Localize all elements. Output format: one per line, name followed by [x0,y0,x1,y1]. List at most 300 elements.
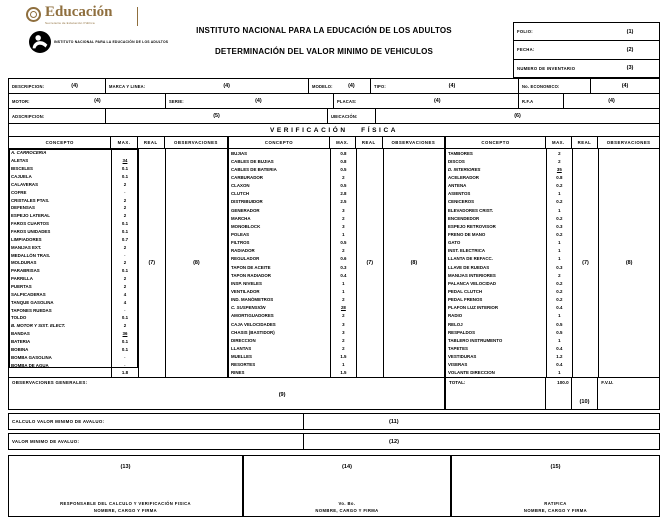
max-cell: 0.1 [111,338,137,346]
max-cell: 0.5 [546,328,572,336]
inea-name: INSTITUTO NACIONAL PARA LA EDUCACIÓN DE LOS ADULTOS [54,39,169,44]
max-cell: 2 [330,173,356,181]
table-row [9,314,138,322]
table-row [229,214,356,222]
concept-cell: MEDALLÓN TRAS. [11,252,51,258]
concept-cell: RELOJ [448,321,463,327]
table-row [9,283,138,291]
concept-group-2 [229,137,446,377]
max-cell: 0.1 [111,228,137,236]
max-cell: 2 [330,247,356,255]
concept-cell: ESPEJO LATERAL [11,213,50,219]
max-cell: 0.1 [111,220,137,228]
max-cell: 0.1 [111,165,137,173]
group2-observaciones-field: (8) [383,149,444,377]
table-row [229,255,356,263]
concept-cell: BISCELES [11,166,33,172]
max-cell: 0.6 [330,255,356,263]
ubicacion-label: UBICACIÓN: [331,113,358,119]
modelo-field: (4) [348,83,355,89]
table-row [446,312,572,320]
rfa-label: R.F.A [522,98,534,104]
table-row [229,165,356,173]
concept-cell: LIMPIADORES [11,236,42,242]
concept-cell: CRISTALES PTAS. [11,197,50,203]
concept-cell: DISCOS [448,158,465,164]
sep-wordmark: Educación [45,4,113,20]
table-row [446,336,572,344]
placas-field: (4) [434,98,441,104]
sep-logo [26,5,113,25]
calculo-field: (11) [389,418,399,425]
group1-observaciones-field: (8) [165,149,227,377]
table-row [446,287,572,295]
concept-cell: RADIADOR [231,248,255,254]
table-row [446,320,572,328]
table-row [229,320,356,328]
table-row [446,239,572,247]
observaciones-header: OBSERVACIONES [174,140,218,145]
folio-label: FOLIO: [517,28,533,34]
table-row [446,173,572,181]
max-cell: 0.2 [546,287,572,295]
group3-header [446,137,659,149]
max-cell: 0.2 [546,296,572,304]
folio-row [514,23,659,41]
tipo-field: (4) [448,83,456,89]
table-row [446,296,572,304]
max-cell: 1 [546,369,572,377]
serie-label: SERIE: [169,98,184,104]
table-row [9,243,138,251]
concept-cell: TAPETES [448,345,468,351]
max-cell: 2 [111,180,137,188]
table-row [446,165,572,173]
max-cell: 0.1 [111,314,137,322]
concept-cell: INST. ELECTRICA [448,248,486,254]
concept-cell: C. SUSPENSIÓN [231,305,266,311]
concept-cell: TOLDO [11,315,27,321]
table-row [229,198,356,206]
max-cell: · [111,251,137,259]
concept-cell: GATO [448,240,461,246]
table-row [229,279,356,287]
table-row [229,190,356,198]
max-cell: 0.1 [111,267,137,275]
concept-cell: LLAVE DE RUEDAS [448,264,490,270]
concept-cell: BOBINA [11,346,29,352]
concept-cell: PEDAL CLUTCH [448,288,483,294]
max-cell: 3 [330,222,356,230]
signature-caption: NOMBRE, CARGO Y FIRMA [315,508,379,513]
concept-cell: RADIO [448,313,463,319]
concept-cell: VESTIDURAS [448,354,477,360]
max-header: MAX. [111,137,137,148]
max-cell: 1 [546,190,572,198]
table-row [446,344,572,352]
concept-cell: PARABRISAS [11,268,40,274]
max-cell [111,149,137,157]
max-cell: 0.2 [546,230,572,238]
max-cell: 0.1 [111,173,137,181]
concept-cell: CALAVERAS [11,181,38,187]
concept-cell: RINES [231,370,245,376]
group2-header [229,137,444,149]
max-cell: 0.2 [546,198,572,206]
max-cell: 0.2 [546,182,572,190]
concept-cell: TABLERO INSTRUMENTO [448,337,503,343]
concept-cell: CENICEROS [448,199,475,205]
table-row [9,275,138,283]
max-cell: 1.5 [330,369,356,377]
table-row [9,188,138,196]
table-row [446,206,572,214]
table-row [9,149,138,157]
fecha-row [514,41,659,59]
table-row [446,230,572,238]
vehicle-row-2 [9,94,659,109]
group3-observaciones-field: (8) [598,149,659,377]
marca-field: (4) [223,83,230,89]
max-cell: 35 [546,165,572,173]
ubicacion-field: (6) [514,113,521,119]
concepto-header: CONCEPTO [229,137,330,148]
concepto-header: CONCEPTO [446,137,546,148]
adscripcion-field: (5) [213,113,220,119]
sep-subtitle: Secretaría de Educación Pública [45,21,95,25]
max-cell: 4 [111,290,137,298]
max-cell: 1 [546,336,572,344]
table-row [229,296,356,304]
verification-table [9,137,659,377]
signature-caption: NOMBRE, CARGO Y FIRMA [93,508,158,513]
max-cell: 0.3 [546,263,572,271]
table-row [229,206,356,214]
max-cell: 0.2 [546,214,572,222]
max-cell: 0.5 [330,182,356,190]
concept-cell: MANIJAS EXT. [11,244,42,250]
descripcion-label: DESCRIPCION: [12,83,45,89]
max-cell: 2 [330,296,356,304]
max-header: MAX. [330,137,356,148]
concept-cell: FRENO DE MANO [448,231,486,237]
max-cell: · [111,353,137,361]
concept-cell: PUERTAS [11,284,32,290]
concept-cell: ANTENA [448,183,467,189]
table-row [9,345,138,353]
motor-label: MOTOR: [12,98,30,104]
concept-cell: COFRE [11,189,27,195]
table-row [229,361,356,369]
signature-caption: NOMBRE, CARGO Y FIRMA [523,508,588,513]
table-row [9,235,138,243]
table-bottom-row [9,377,659,409]
table-row [229,328,356,336]
table-row [9,212,138,220]
max-cell: 0.1 [111,345,137,353]
concept-cell: MOLDURAS [11,260,37,266]
concept-cell: BUJIAS [231,150,248,156]
table-row [229,239,356,247]
max-cell: 0.7 [111,235,137,243]
concept-cell: BANDAS [11,331,30,337]
table-row [446,182,572,190]
max-cell: 2 [111,322,137,330]
noeco-label: No. ECONOMICO: [522,83,560,89]
observaciones-generales-field: (9) [278,391,286,398]
concept-cell: MONOBLOCK [231,223,261,229]
max-cell: 1 [546,239,572,247]
real-header: REAL [572,137,599,148]
concept-cell: CLAXON [231,183,250,189]
max-cell: 2 [111,196,137,204]
table-row [9,290,138,298]
max-cell: 0.5 [330,239,356,247]
max-cell: 2 [111,243,137,251]
table-row [9,267,138,275]
valor-field: (12) [389,438,399,445]
concept-cell: ELEVADORES CRIST. [448,207,494,213]
table-row [229,353,356,361]
group2-concept-list [229,149,356,377]
max-cell: 2 [546,149,572,157]
max-cell: 4 [111,298,137,306]
concept-cell: REGULADOR [231,256,260,262]
max-cell: 0.4 [546,304,572,312]
table-row [9,196,138,204]
motor-field: (4) [94,98,101,104]
concept-cell: FAROS CUARTOS [11,221,49,227]
concept-cell: TANQUE GASOLINA [11,299,54,305]
concept-cell: TAPONES RUEDAS [11,307,52,313]
table-row [229,247,356,255]
max-cell: 1.5 [330,353,356,361]
signature-box-ratifica [452,456,659,516]
concept-cell: POLEAS [231,231,250,237]
header-divider [137,7,138,26]
table-row [9,338,138,346]
max-cell: 2 [330,312,356,320]
signature-field: (15) [550,464,561,470]
max-cell: 0.5 [330,165,356,173]
modelo-label: MODELO: [312,83,333,89]
fvu-label: F.V.U. [601,380,614,385]
table-row [9,251,138,259]
concept-cell: MUELLES [231,354,252,360]
max-cell: 2.5 [330,198,356,206]
descripcion-field: (4) [71,83,78,89]
concept-cell: PEDAL FRENOS [448,297,483,303]
max-cell: 1 [546,312,572,320]
table-row [446,157,572,165]
tipo-label: TIPO: [374,83,386,89]
max-cell: · [111,361,137,369]
table-row [229,157,356,165]
table-row [229,312,356,320]
concept-cell: BATERIA [11,339,31,345]
concept-cell: TAPON RADIADOR [231,272,271,278]
concept-cell: INSP. NIVELES [231,280,262,286]
signature-section [8,455,660,517]
table-row [229,222,356,230]
real-header: REAL [356,137,383,148]
concept-cell: VENTILADOR [231,288,260,294]
table-row [446,263,572,271]
concept-cell: DIRECCION [231,337,256,343]
observaciones-header: OBSERVACIONES [391,140,436,145]
max-cell: 0.3 [330,263,356,271]
max-cell: 3 [330,206,356,214]
calculo-row [8,413,660,430]
signature-role: RATIFICA [544,501,567,506]
inventario-label: NUMERO DE INVENTARIO [517,65,576,71]
concept-cell: TAMBORES [448,150,473,156]
vehicle-row-3 [9,109,659,124]
table-row [229,287,356,295]
group2-real-field: (7) [356,149,383,377]
concept-cell: PALANCA VELOCIDAD [448,280,497,286]
table-row [9,204,138,212]
fecha-label: FECHA: [517,47,535,53]
table-row [229,149,356,157]
table-row [446,198,572,206]
concept-cell: CAJUELA [11,174,32,179]
concept-cell: CHASIS (BASTIDOR) [231,329,275,335]
real-header: REAL [138,137,165,148]
concept-cell: TAPON DE ACEITE [231,264,271,270]
concept-cell: MARCHA [231,215,251,221]
max-cell: · [111,306,137,314]
max-cell: 36 [111,330,137,338]
sep-seal-icon [26,7,41,22]
max-cell: 2 [111,283,137,291]
concept-cell: ESPEJO RETROVISOR [448,223,496,229]
concept-cell: CABLES DE BUJIAS [231,158,274,164]
max-cell: 2 [330,336,356,344]
table-row [9,361,138,369]
max-cell: 3 [330,320,356,328]
max-cell: 1 [546,247,572,255]
table-row [9,180,138,188]
concept-cell: CARBURADOR [231,174,263,180]
inea-person-icon [29,31,51,53]
fecha-value: (2) [626,46,634,53]
valor-row [8,433,660,450]
observaciones-generales-label: OBSERVACIONES GENERALES: [12,380,88,385]
max-cell: 2 [330,344,356,352]
concept-group-1 [9,137,229,377]
max-cell: 0.3 [546,222,572,230]
table-row [446,255,572,263]
max-cell: 1 [330,287,356,295]
concept-cell: CABLES DE BATERIA [231,166,277,172]
table-row [229,173,356,181]
concept-cell: A. CARROCERIA [11,150,47,156]
concept-cell: CAJA VELOCIDADES [231,321,276,327]
signature-role: Vo. Bo. [338,501,356,506]
max-cell: 2 [111,204,137,212]
vehicle-row-1 [9,79,659,94]
max-cell: 2 [330,214,356,222]
marca-label: MARCA Y LINEA: [109,83,146,89]
concept-cell: FAROS UNIDADES [11,229,51,235]
signature-box-vobo [244,456,452,516]
table-row [9,353,138,361]
max-cell: 2.8 [330,190,356,198]
max-cell: 0.5 [546,320,572,328]
table-row [229,369,356,377]
folio-box [513,22,660,78]
group3-concept-list [446,149,572,377]
table-row [446,328,572,336]
concept-cell: ASIENTOS [448,191,471,197]
max-cell: 1 [546,255,572,263]
concept-cell: BOMBA DE AGUA [11,362,49,368]
concept-cell: IND. MANÓMETROS [231,297,274,303]
concept-cell: D. INTERIORES [448,166,481,172]
concept-cell: LLANTA DE REFACC. [448,256,493,262]
group3-real-field: (7) [572,149,599,377]
concept-cell: CLUTCH [231,191,250,197]
concept-cell: BOMBA GASOLINA [11,354,52,360]
table-row [446,279,572,287]
inventario-value: (3) [626,65,634,72]
table-row [446,247,572,255]
form-title: INSTITUTO NACIONAL PARA LA EDUCACIÓN DE LOS ADULTOS [196,26,452,35]
calculo-label: CALCULO VALOR MINIMO DE AVALUO: [12,419,105,424]
table-row [446,304,572,312]
concept-cell: SALPICADERAS [11,291,46,297]
group1-header [9,137,227,149]
max-cell: 2 [111,212,137,220]
table-row [229,304,356,312]
total-row [446,378,659,409]
max-cell: 0.4 [546,361,572,369]
rfa-field: (4) [608,98,615,104]
max-cell: 0.8 [330,149,356,157]
max-header: MAX. [546,137,572,148]
table-row [229,271,356,279]
concept-cell: VISERAS [448,362,468,368]
table-row [9,298,138,306]
max-cell: 1 [546,206,572,214]
folio-value: (1) [626,28,634,35]
concept-cell: DEFENSAS [11,205,35,211]
max-cell: 1.8 [111,369,137,377]
verificacion-fisica-title: VERIFICACIÓN FÍSICA [9,124,659,137]
total-real-field: (10) [572,378,599,409]
table-row [229,230,356,238]
concepto-header: CONCEPTO [9,137,111,148]
concept-cell: RESORTES [231,362,256,368]
max-cell: 0.4 [546,344,572,352]
total-label: TOTAL: [446,378,546,409]
concept-cell: ALETAS [11,158,29,164]
form-subtitle: DETERMINACIÓN DEL VALOR MINIMO DE VEHICULOS [214,47,434,56]
max-cell: 0.4 [330,271,356,279]
adscripcion-label: ADSCRIPCION: [12,113,45,119]
form-body [8,78,660,410]
concept-cell: LLANTAS [231,345,252,351]
noeco-field: (4) [621,83,629,89]
table-row [446,190,572,198]
concept-cell: B. MOTOR Y SIST. ELECT. [11,323,66,329]
table-row [229,182,356,190]
concept-cell: FILTROS [231,240,250,246]
max-cell: 34 [111,157,137,165]
concept-cell: AMORTIGUADORES [231,313,274,319]
placas-label: PLACAS: [337,98,357,104]
